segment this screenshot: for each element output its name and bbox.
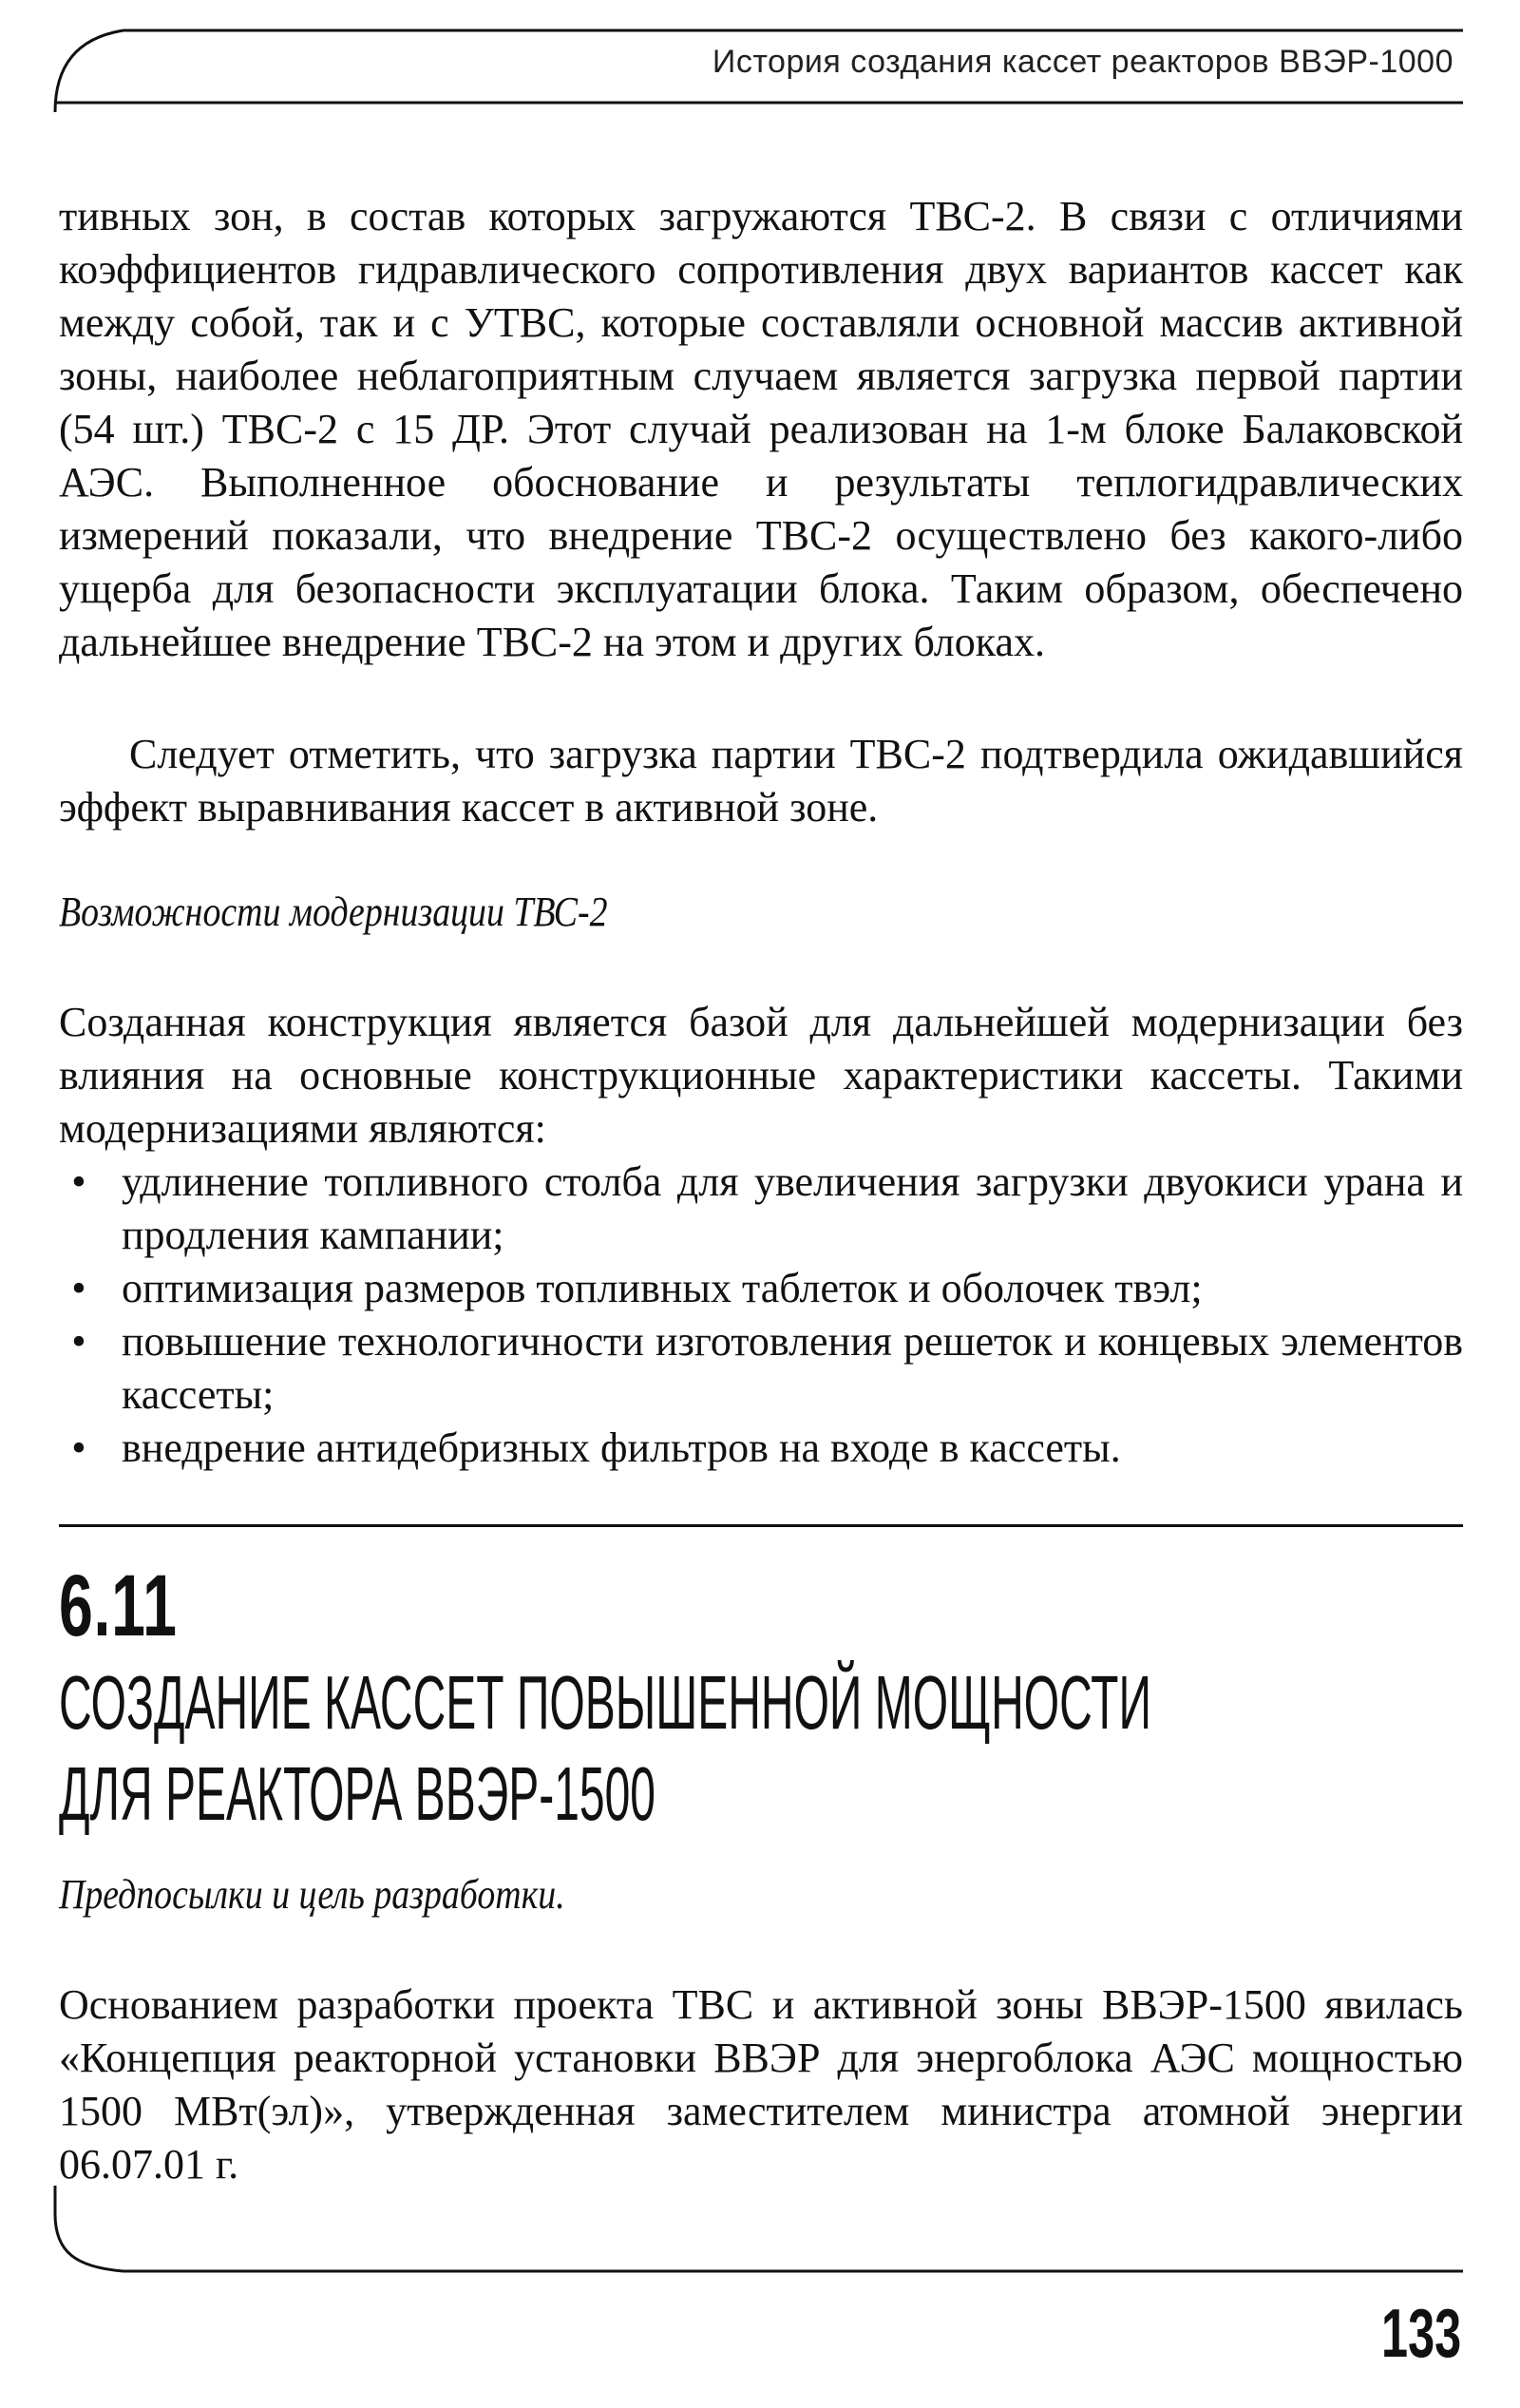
list-item: [59, 1156, 1463, 1262]
section-title-line: ДЛЯ РЕАКТОРА ВВЭР-1500: [59, 1751, 656, 1836]
footer-frame-line: [0, 2176, 1520, 2290]
paragraph-note: Следует отметить, что загрузка партии ТВС-2 подтвердила ожидавшийся эффект выравнивания кассет в активной зоне.: [59, 731, 1463, 831]
list-item: [59, 1262, 1463, 1315]
list-item-text: внедрение антидебризных фильтров на входе в кассеты.: [122, 1424, 1121, 1471]
section-title-line: СОЗДАНИЕ КАССЕТ ПОВЫШЕННОЙ МОЩНОСТИ: [59, 1660, 1151, 1745]
section-title: [59, 1657, 1151, 1840]
section-number: 6.11: [59, 1558, 178, 1654]
list-item: [59, 1315, 1463, 1422]
section-divider: [59, 1524, 1463, 1527]
list-item-text: оптимизация размеров топливных таблеток и оболочек твэл;: [122, 1265, 1203, 1311]
paragraph-modernization-intro: Созданная конструкция является базой для дальнейшей модернизации без влияния на основные конструкционные характеристики кассеты. Такими модернизациями являются:: [59, 999, 1463, 1152]
list-item-text: повышение технологичности изготовления решеток и концевых элементов кассеты;: [122, 1318, 1463, 1418]
paragraph-continuation: тивных зон, в состав которых загружаются ТВС-2. В связи с отличиями коэффициентов гидравлического сопротивления двух вариантов кассет как между собой, так и с УТВС, которые составляли основной массив активной зоны, наиболее неблагоприятным случаем является загрузка первой партии (54 шт.) ТВС-2 с 15 ДР. Этот случай реализован на 1-м блоке Балаковской АЭС. Выполненное обоснование и результаты теплогидравлических измерений показали, что внедрение ТВС-2 осуществлено без какого-либо ущерба для безопасности эксплуатации блока. Таким образом, обеспечено дальнейшее внедрение ТВС-2 на этом и других блоках.: [59, 193, 1463, 665]
subheading-modernization: Возможности модернизации ТВС-2: [59, 889, 608, 935]
bullet-icon: •: [71, 1158, 86, 1205]
bullet-icon: •: [71, 1424, 86, 1471]
modernization-list: [59, 1156, 1463, 1475]
list-item-text: удлинение топливного столба для увеличения загрузки двуокиси урана и продления кампании;: [122, 1158, 1463, 1258]
paragraph-basis: Основанием разработки проекта ТВС и активной зоны ВВЭР-1500 явилась «Концепция реакторной установки ВВЭР для энергоблока АЭС мощностью 1500 МВт(эл)», утвержденная заместителем министра атомной энергии 06.07.01 г.: [59, 1981, 1463, 2188]
subheading-prerequisites: Предпосылки и цель разработки.: [59, 1871, 565, 1918]
running-header: История создания кассет реакторов ВВЭР-1000: [712, 44, 1454, 80]
bullet-icon: •: [71, 1265, 86, 1311]
list-item: [59, 1422, 1463, 1475]
bullet-icon: •: [71, 1318, 86, 1365]
page-number: 133: [1380, 2296, 1461, 2372]
